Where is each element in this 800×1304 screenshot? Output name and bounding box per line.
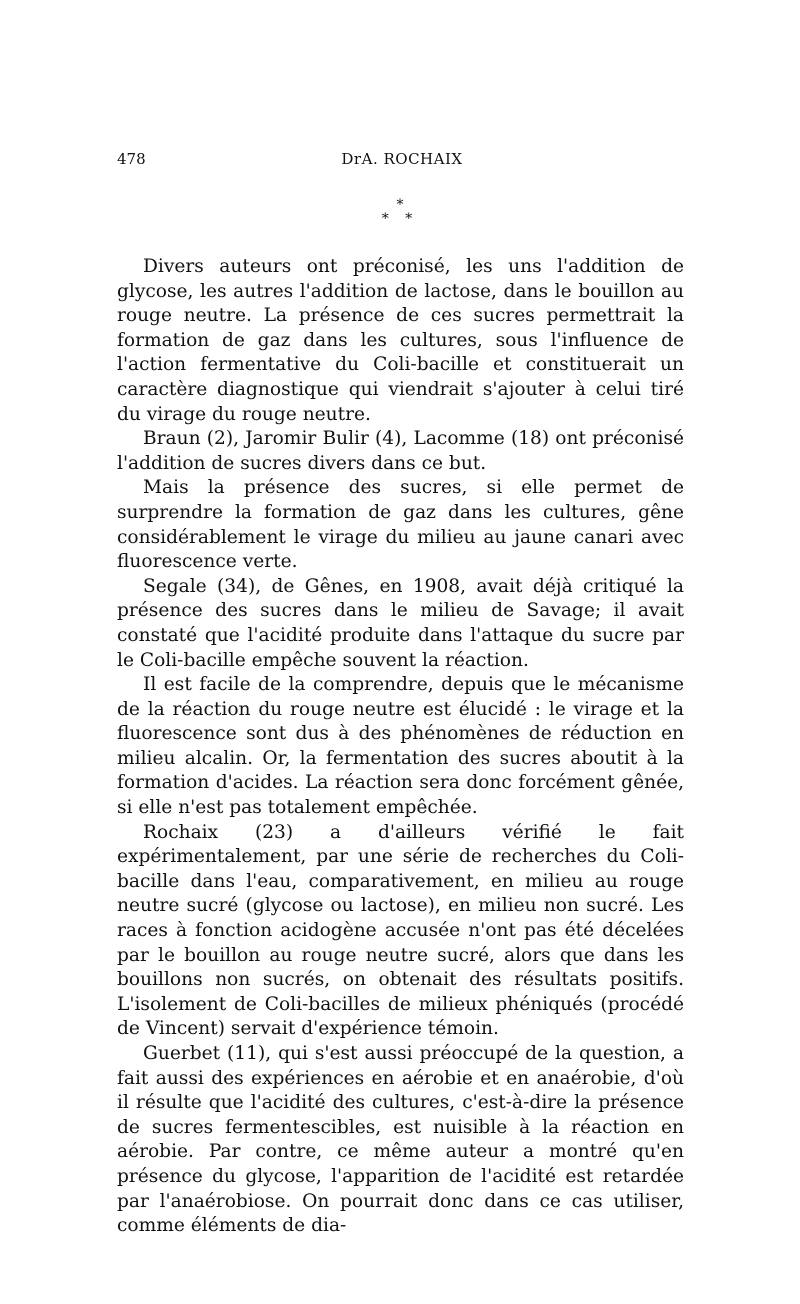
paragraph: Mais la présence des sucres, si elle permet de surprendre la formation de gaz dans les cultures, gêne considérablement le virage du milieu au jaune canari avec fluorescence verte. — [117, 477, 684, 573]
running-head — [117, 150, 687, 168]
paragraph: Segale (34), de Gênes, en 1908, avait déjà critiqué la présence des sucres dans le milieu de Savage; il avait constaté que l'acidité produite dans l'attaque du sucre par le Coli-bacille empêche souvent la réaction. — [117, 575, 684, 671]
author-prefix: Dr — [341, 150, 362, 168]
section-asterism — [0, 198, 800, 226]
paragraph: Rochaix (23) a d'ailleurs vérifié le fait expérimentalement, par une série de recherches du Coli-bacille dans l'eau, comparativement, en milieu au rouge neutre sucré (glycose ou lactose), en milieu non sucré. Les races à fonction acidogène accusée n'ont pas été décelées par le bouillon au rouge neutre sucré, alors que dans les bouillons non sucrés, on obtenait des résultats positifs. L'isolement de Coli-bacilles de milieux phéniqués (procédé de Vincent) servait d'expérience témoin. — [117, 821, 684, 1040]
asterism-bottom: * * — [381, 211, 419, 227]
paragraph: Braun (2), Jaromir Bulir (4), Lacomme (18) ont préconisé l'addition de sucres divers dans ce but. — [117, 428, 684, 474]
page-header — [117, 150, 687, 174]
paragraph: Divers auteurs ont préconisé, les uns l'addition de glycose, les autres l'addition de lactose, dans le bouillon au rouge neutre. La présence de ces sucres permettrait la formation de gaz dans les cultures, sous l'influence de l'action fermentative du Coli-bacille et constituerait un caractère diagnostique qui viendrait s'ajouter à celui tiré du virage du rouge neutre. — [117, 256, 684, 425]
paragraph: Guerbet (11), qui s'est aussi préoccupé de la question, a fait aussi des expériences en aérobie et en anaérobie, d'où il résulte que l'acidité des cultures, c'est-à-dire la présence de sucres fermentescibles, est nuisible à la réaction en aérobie. Par contre, ce même auteur a montré qu'en présence du glycose, l'apparition de l'acidité est retardée par l'anaérobiose. On pourrait donc dans ce cas utiliser, comme éléments de dia- — [117, 1043, 684, 1237]
page-number: 478 — [117, 150, 146, 168]
asterism-top: * — [396, 197, 404, 213]
body-text — [117, 255, 684, 1239]
author-name: A. ROCHAIX — [361, 150, 463, 168]
paragraph: Il est facile de la comprendre, depuis que le mécanisme de la réaction du rouge neutre est élucidé : le virage et la fluorescence sont dus à des phénomènes de réduction en milieu alcalin. Or, la fermentation des sucres aboutit à la formation d'acides. La réaction sera donc forcément gênée, si elle n'est pas totalement empêchée. — [117, 674, 684, 819]
